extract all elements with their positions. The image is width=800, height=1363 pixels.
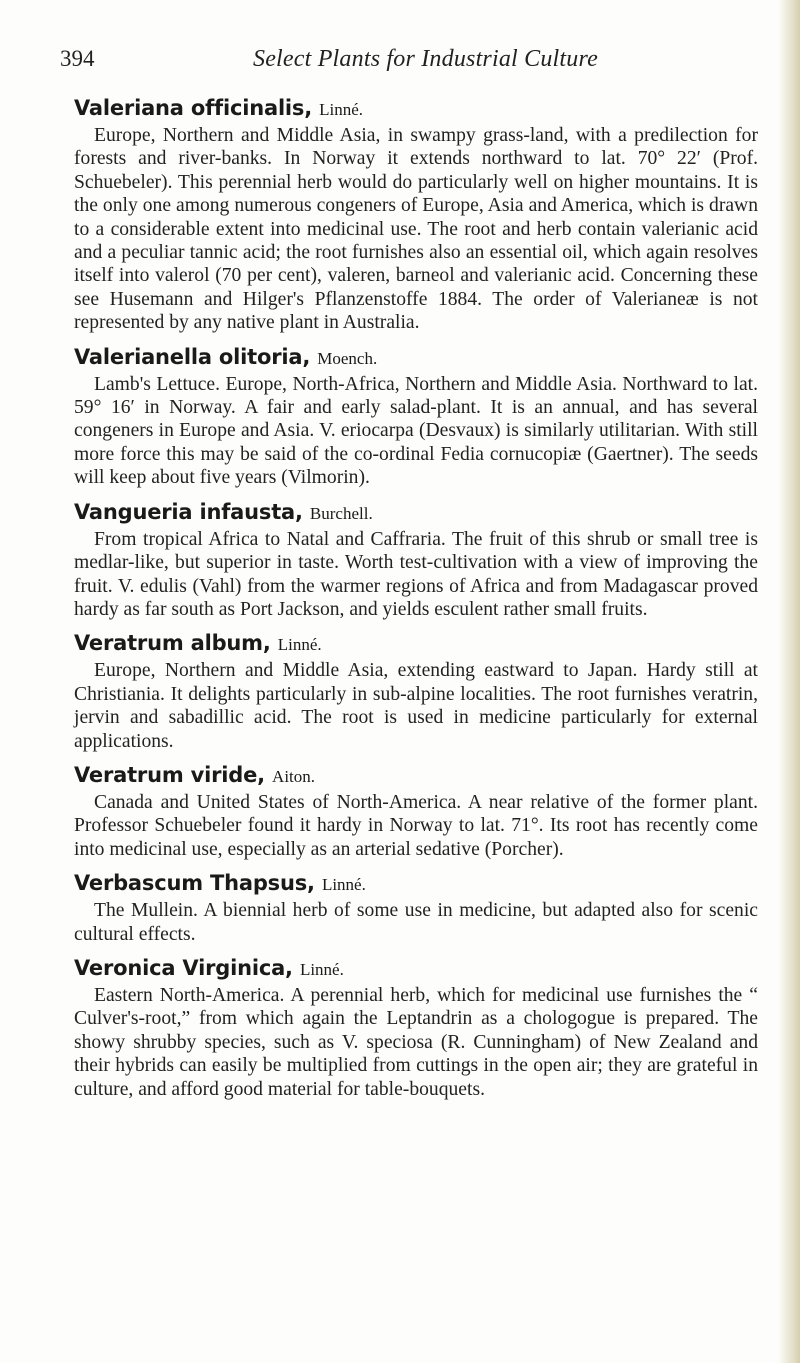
plant-entry	[74, 871, 758, 946]
plant-author: Linné.	[277, 635, 322, 655]
plant-entry	[74, 500, 758, 622]
entry-title	[74, 345, 758, 371]
plant-name: Verbascum Thapsus,	[74, 871, 315, 896]
page-number: 394	[60, 46, 95, 71]
plant-name: Vangueria infausta,	[74, 499, 303, 524]
plant-author: Linné.	[321, 875, 366, 895]
plant-author: Aiton.	[272, 766, 316, 786]
page-content	[74, 96, 758, 1111]
plant-entry	[74, 763, 758, 861]
entry-body: The Mullein. A biennial herb of some use in medicine, but adapted also for scenic cultural effects.	[74, 900, 758, 945]
plant-entry	[74, 96, 758, 335]
entry-body: From tropical Africa to Natal and Caffraria. The fruit of this shrub or small tree is medlar-like, but superior in taste. Worth test-cultivation with a view of improving the fruit. V. edulis (Vahl) from the warmer regions of Africa and from Madagascar proved hardy as far south as Port Jackson, and yields esculent rather small fruits.	[74, 528, 758, 620]
plant-author: Burchell.	[309, 503, 373, 523]
plant-name: Valeriana officinalis,	[74, 96, 313, 120]
entry-title	[74, 956, 758, 982]
entry-body: Canada and United States of North-America. A near relative of the former plant. Professor Schuebeler found it hardy in Norway to lat. 71°. Its root has recently come into medicinal use, especially as an arterial sedative (Porcher).	[74, 791, 758, 860]
entry-body: Europe, Northern and Middle Asia, extending eastward to Japan. Hardy still at Christiania. It delights particularly in sub-alpine localities. The root furnishes veratrin, jervin and sabadillic acid. The root is used in medicine particularly for external applications.	[74, 660, 758, 752]
entry-title	[74, 631, 758, 657]
page-edge-shadow	[778, 0, 800, 1363]
plant-entry	[74, 345, 758, 490]
plant-name: Veratrum album,	[74, 631, 271, 656]
entry-body: Eastern North-America. A perennial herb, which for medicinal use furnishes the “ Culver's-root,” from which again the Leptandrin as a chologogue is prepared. The showy shrubby species, such as V. speciosa (R. Cunningham) of New Zealand and their hybrids can easily be multiplied from cuttings in the open air; they are grateful in culture, and afford good material for table-bouquets.	[74, 984, 758, 1100]
entry-title	[74, 871, 758, 897]
entry-body: Europe, Northern and Middle Asia, in swampy grass-land, with a predilection for forests and river-banks. In Norway it extends northward to lat. 70° 22′ (Prof. Schuebeler). This perennial herb would do particularly well on higher mountains. It is the only one among numerous congeners of Europe, Asia and America, which is drawn to a considerable extent into medicinal use. The root and herb contain valerianic acid and a peculiar tannic acid; the root furnishes also an essential oil, which again resolves itself into valerol (70 per cent), valeren, barneol and valerianic acid. Concerning these see Husemann and Hilger's Pflanzenstoffe 1884. The order of Valerianeæ is not represented by any native plant in Australia.	[74, 125, 758, 334]
entry-title	[74, 763, 758, 789]
plant-author: Moench.	[317, 348, 378, 368]
plant-name: Veronica Virginica,	[74, 955, 293, 980]
plant-entry	[74, 631, 758, 753]
entry-title	[74, 96, 758, 122]
entry-body: Lamb's Lettuce. Europe, North-Africa, Northern and Middle Asia. Northward to lat. 59° 16′ in Norway. A fair and early salad-plant. It is an annual, and has several congeners in Europe and Asia. V. eriocarpa (Desvaux) is similarly utilitarian. With still more force this may be said of the co-ordinal Fedia cornucopiæ (Gaertner). The seeds will keep about five years (Vilmorin).	[74, 373, 758, 489]
plant-author: Linné.	[299, 959, 344, 979]
plant-author: Linné.	[319, 100, 364, 119]
plant-entry	[74, 956, 758, 1101]
entry-title	[74, 500, 758, 526]
page-header	[60, 46, 750, 86]
running-title: Select Plants for Industrial Culture	[253, 46, 598, 72]
plant-name: Veratrum viride,	[74, 762, 265, 787]
plant-name: Valerianella olitoria,	[74, 344, 311, 369]
